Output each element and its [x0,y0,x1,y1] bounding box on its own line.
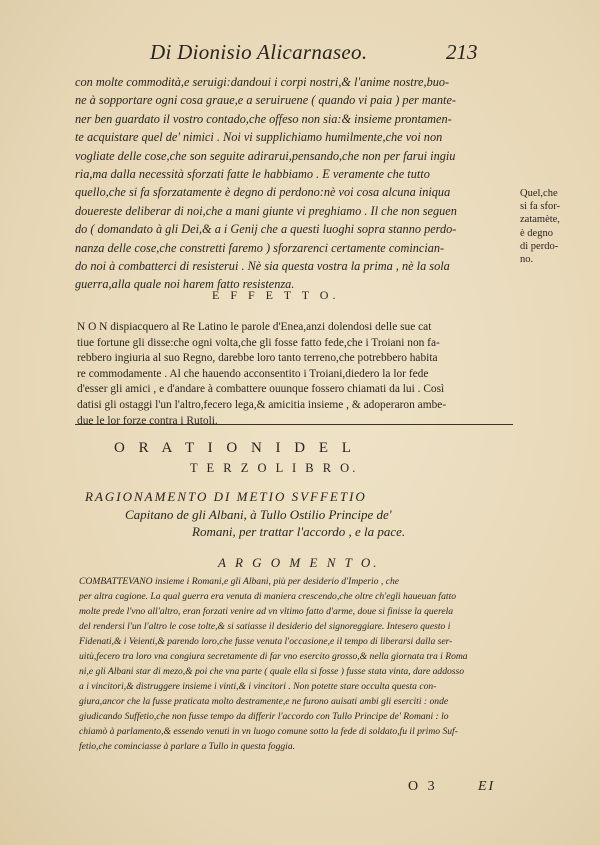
margin-note-line: zatamète, [520,214,560,226]
running-header [0,40,600,70]
text-line: per altra cagione. La qual guerra era venuta di maniera crescendo,che oltre ch'egli haueuan fatto [79,591,457,602]
margin-note [520,187,580,266]
text-line: giura,ancor che la fusse praticata molto destramente,e ne furono auisati ambi gli eserciti : onde [79,696,449,707]
text-line: ria,ma dalla necessità sforzati fatte le habbiamo . E veramente che tutto [75,167,430,182]
signature-mark: O 3 [408,779,438,794]
effetto-paragraph [77,320,513,429]
margin-note-line: è degno [520,227,553,239]
text-line: te acquistare quel de' nimici . Noi vi supplichiamo humilmente,che voi non [75,130,443,145]
ragionamento-heading: RAGIONAMENTO DI METIO SVFFETIO [85,489,367,504]
text-line: quello,che si fa sforzatamente è degno di perdono:nè voi cosa alcuna iniqua [75,185,451,200]
header-title: Di Dionisio Alicarnaseo. [150,40,368,64]
text-line: ne à sopportare ogni cosa graue,e a seruiruene ( quando vi paia ) per mante- [75,93,457,108]
text-line: ner ben guardato il vostro contado,che offeso non sia:& insieme prontamen- [75,111,452,126]
margin-note-line: Quel,che [520,188,558,199]
text-line: COMBATTEVANO insieme i Romani,e gli Albani, più per desiderio d'Imperio , che [79,576,400,587]
section-divider [75,424,513,425]
text-line: giudicando Suffetio,che non fusse tempo da differir l'accordo con Tullo Principe de' Romani : lo [79,711,449,722]
margin-note-line: di perdo- [520,240,559,252]
speech-ending-paragraph [75,73,513,294]
text-line: douereste deliberar di noi,che a mani giunte vi preghiamo . Il che non seguen [75,203,457,218]
text-line: ni,e gli Albani star di mezo,& poi che vna parte ( quale ella si fosse ) fusse stata vinta, dare addosso [79,666,465,677]
text-line: guerra,alla quale noi harem fatto resistenza. [75,277,295,292]
text-line: fetio,che cominciasse à parlare a Tullo in questa foggia. [79,741,296,752]
text-line: uitù,fecero tra loro vna congiura secretamente di far vno esercito grosso,& nella giornata tra i Roma [79,651,468,662]
text-line: con molte commodità,e seruigi:dandoui i corpi nostri,& l'anime nostre,buo- [75,75,450,89]
text-line: d'esser gli amici , e d'andare à combattere ouunque fossero chiamati da lui . Così [77,383,445,396]
margin-note-line: si fa sfor- [520,201,561,213]
ragionamento-subheading: Capitano de gli Albani, à Tullo Ostilio Principe de' [125,507,392,522]
section-subtitle: T E R Z O L I B R O. [190,461,359,475]
text-line: N O N dispiacquero al Re Latino le parole d'Enea,anzi dolendosi delle sue cat [77,321,432,333]
text-line: datisi gli ostaggi l'un l'altro,fecero lega,& amicitia insieme , & adoperaron ambe- [77,398,447,411]
text-line: do noi à combatterci di resisterui . Nè sia questa vostra la prima , nè la sola [75,259,450,274]
section-title: O R A T I O N I D E L [114,440,356,456]
text-line: do ( domandato à gli Dei,& a i Genij che a questi luoghi sopra stanno perdo- [75,222,457,237]
catchword: EI [478,779,496,794]
margin-note-line: no. [520,254,534,266]
text-line: due le lor forze contra i Rutoli. [77,414,218,427]
page-number: 213 [446,40,478,64]
text-line: Fidenati,& i Veienti,& parendo loro,che fusse venuta l'occasione,e il tempo di liberarsi dalla ser- [79,636,453,647]
effetto-heading: E F F E T T O. [212,288,340,302]
text-line: nanza delle cose,che constretti faremo ) sforzarenci certamente comincian- [75,240,445,255]
text-line: a i vincitori,& distruggere insieme i vinti,& i vincitori . Non potette stare occulta questa con- [79,681,437,692]
argomento-paragraph [79,574,513,754]
text-line: del rendersi l'un l'altro le cose tolte,& si satiasse il desiderio del signoreggiare. Intesero questo i [79,621,451,632]
text-line: re commodamente . Al che hauendo acconsentito i Troiani,diedero la lor fede [77,367,429,380]
text-line: molte prede l'vno all'altro, eran forzati venire ad vn vltimo fatto d'arme, doue si finisse la querela [79,606,454,617]
text-line: tiue fortune gli disse:che ogni volta,che gli fosse fatto fede,che i Troiani non fa- [77,336,440,349]
text-line: chiamò à parlamento,& essendo venuti in vn luogo comune sotto la fede di soldato,fu il primo Suf- [79,726,458,737]
text-line: vogliate delle cose,che son seguite adirarui,pensando,che non per farui ingiu [75,148,456,163]
text-line: rebbero ingiuria al suo Regno, darebbe loro tanto terreno,che potrebbero habita [77,352,438,365]
argomento-heading: A R G O M E N T O. [218,555,380,570]
ragionamento-subheading: Romani, per trattar l'accordo , e la pace. [192,524,406,539]
